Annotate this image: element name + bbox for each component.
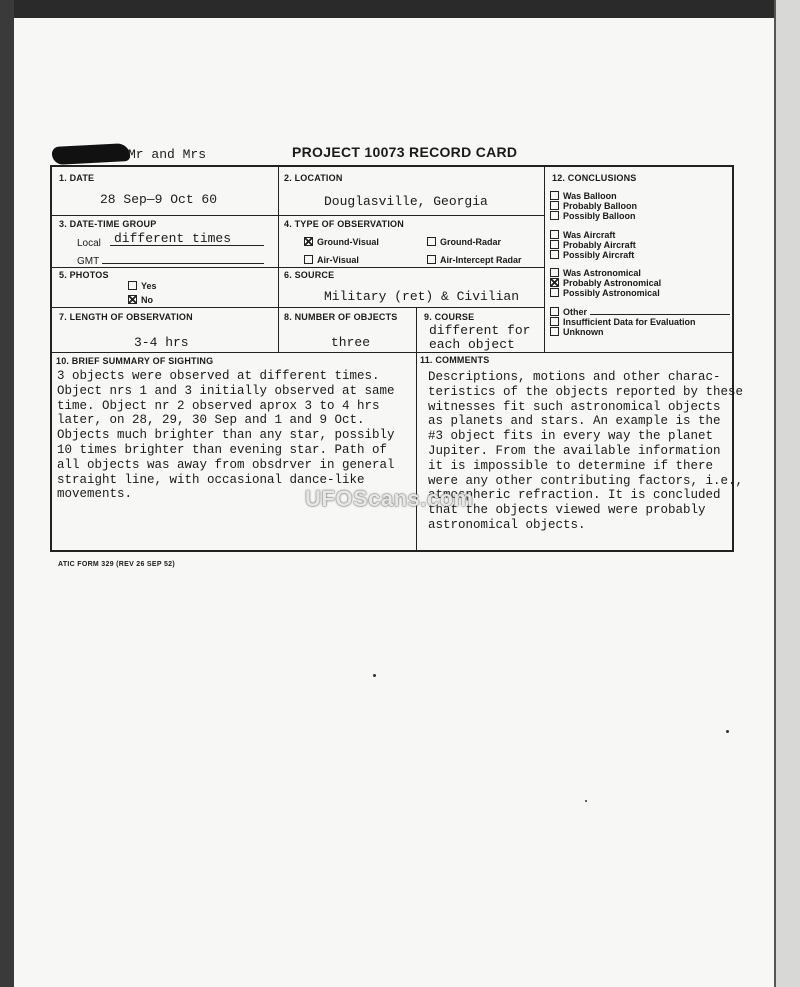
conclusion-option [550,327,604,337]
date-label: 1. DATE [59,173,95,183]
checkbox-icon [128,295,137,304]
conclusion-option-label: Was Astronomical [563,268,641,278]
source-value: Military (ret) & Civilian [324,289,520,304]
text-line: as planets and stars. An example is the [428,414,721,429]
local-underline [110,245,264,246]
text-line: astronomical objects. [428,517,586,532]
source-label: 6. SOURCE [284,270,335,280]
comments-text [428,370,743,533]
gmt-underline [102,263,264,264]
checkbox-icon [550,240,559,249]
text-line: teristics of the objects reported by these [428,384,744,399]
text-line: that the objects viewed were probably [428,503,706,518]
gmt-label: GMT [77,256,100,267]
checkbox-icon [427,255,436,264]
option-air-intercept-radar: Air-Intercept Radar [427,255,522,265]
card-title: PROJECT 10073 RECORD CARD [292,144,518,160]
course-line: different for [429,323,531,338]
conclusion-option-label: Possibly Balloon [563,211,636,221]
local-label: Local [77,238,101,249]
conclusion-option [550,250,634,260]
checkbox-icon [550,307,559,316]
conclusion-option [550,278,661,288]
scan-edge-top [0,0,800,18]
divider [544,167,545,352]
form-id: ATIC FORM 329 (REV 26 SEP 52) [58,561,175,568]
text-line: straight line, with occasional dance-like [57,472,365,487]
conclusion-option-label: Probably Astronomical [563,278,662,288]
conclusion-option [550,211,636,221]
text-line: movements. [57,487,133,502]
text-line: Descriptions, motions and other charac- [428,370,721,384]
option-photos-no: No [128,295,153,305]
conclusion-option [550,230,615,240]
text-line: Object nrs 1 and 3 initially observed at same [57,383,395,398]
divider [278,167,279,352]
speck [585,800,587,802]
conclusion-option [550,191,617,201]
speck [373,674,376,677]
conclusion-option [550,317,696,327]
checkbox-icon [550,288,559,297]
date-value: 28 Sep—9 Oct 60 [100,192,218,207]
divider [416,352,417,552]
other-underline [590,308,730,315]
text-line: all objects was away from obsdrver in general [57,457,395,472]
checkbox-icon [128,281,137,290]
divider [52,352,732,353]
option-ground-radar: Ground-Radar [427,237,501,247]
summary-label: 10. BRIEF SUMMARY OF SIGHTING [56,356,214,366]
course-label: 9. COURSE [424,312,475,322]
checkbox-icon [550,317,559,326]
conclusion-option [550,307,730,317]
conclusion-option-label: Was Balloon [563,191,617,201]
conclusion-option [550,240,636,250]
checkbox-icon [550,201,559,210]
speck [726,730,729,733]
text-line: atmospheric refraction. It is concluded [428,488,721,503]
conclusion-option [550,288,660,298]
checkbox-icon [427,237,436,246]
scan-edge-left [0,0,14,987]
location-label: 2. LOCATION [284,173,343,183]
summary-text [57,369,395,502]
divider [52,267,544,268]
checkbox-icon [550,278,559,287]
length-of-observation-label: 7. LENGTH OF OBSERVATION [59,312,193,322]
option-photos-yes: Yes [128,281,157,291]
divider [416,307,417,352]
length-of-observation-value: 3-4 hrs [134,335,189,350]
conclusion-option-label: Insufficient Data for Evaluation [563,317,696,327]
conclusion-option-label: Was Aircraft [563,230,616,240]
text-line: it is impossible to determine if there [428,458,714,473]
divider [52,215,544,216]
text-line: #3 object fits in every way the planet [428,429,714,444]
location-value: Douglasville, Georgia [324,194,488,209]
option-air-visual: Air-Visual [304,255,359,265]
conclusion-option-label: Other [563,307,588,317]
conclusion-option [550,201,637,211]
checkbox-icon [550,327,559,336]
local-value: different times [114,231,232,246]
checkbox-icon [304,237,313,246]
text-line: witnesses fit such astronomical objects [428,399,721,414]
divider [52,307,544,308]
course-line: each object [429,337,515,352]
conclusion-option-label: Possibly Astronomical [563,288,660,298]
type-of-observation-label: 4. TYPE OF OBSERVATION [284,219,404,229]
text-line: Objects much brighter than any star, possibly [57,428,395,443]
number-of-objects-value: three [331,335,371,350]
scan-edge-right [774,0,800,987]
header-name: Mr and Mrs [128,147,207,162]
option-ground-visual: Ground-Visual [304,237,379,247]
text-line: later, on 28, 29, 30 Sep and 1 and 9 Oct. [57,413,365,428]
checkbox-icon [550,250,559,259]
conclusion-option-label: Probably Aircraft [563,240,636,250]
number-of-objects-label: 8. NUMBER OF OBJECTS [284,312,398,322]
text-line: Jupiter. From the available information [428,443,721,458]
text-line: were any other contributing factors, i.e., [428,473,744,488]
checkbox-icon [550,268,559,277]
comments-label: 11. COMMENTS [420,355,490,365]
checkbox-icon [550,191,559,200]
conclusion-option-label: Probably Balloon [563,201,638,211]
text-line: 3 objects were observed at different times. [57,369,380,383]
date-time-group-label: 3. DATE-TIME GROUP [59,219,157,229]
photos-label: 5. PHOTOS [59,270,109,280]
text-line: 10 times brighter than evening star. Path of [57,442,388,457]
conclusion-option-label: Unknown [563,327,604,337]
watermark: UFOScans.com [305,486,474,511]
checkbox-icon [550,230,559,239]
checkbox-icon [304,255,313,264]
conclusion-option-label: Possibly Aircraft [563,250,635,260]
text-line: time. Object nr 2 observed aprox 3 to 4 hrs [57,398,380,413]
conclusion-option [550,268,641,278]
conclusions-label: 12. CONCLUSIONS [552,173,637,183]
checkbox-icon [550,211,559,220]
